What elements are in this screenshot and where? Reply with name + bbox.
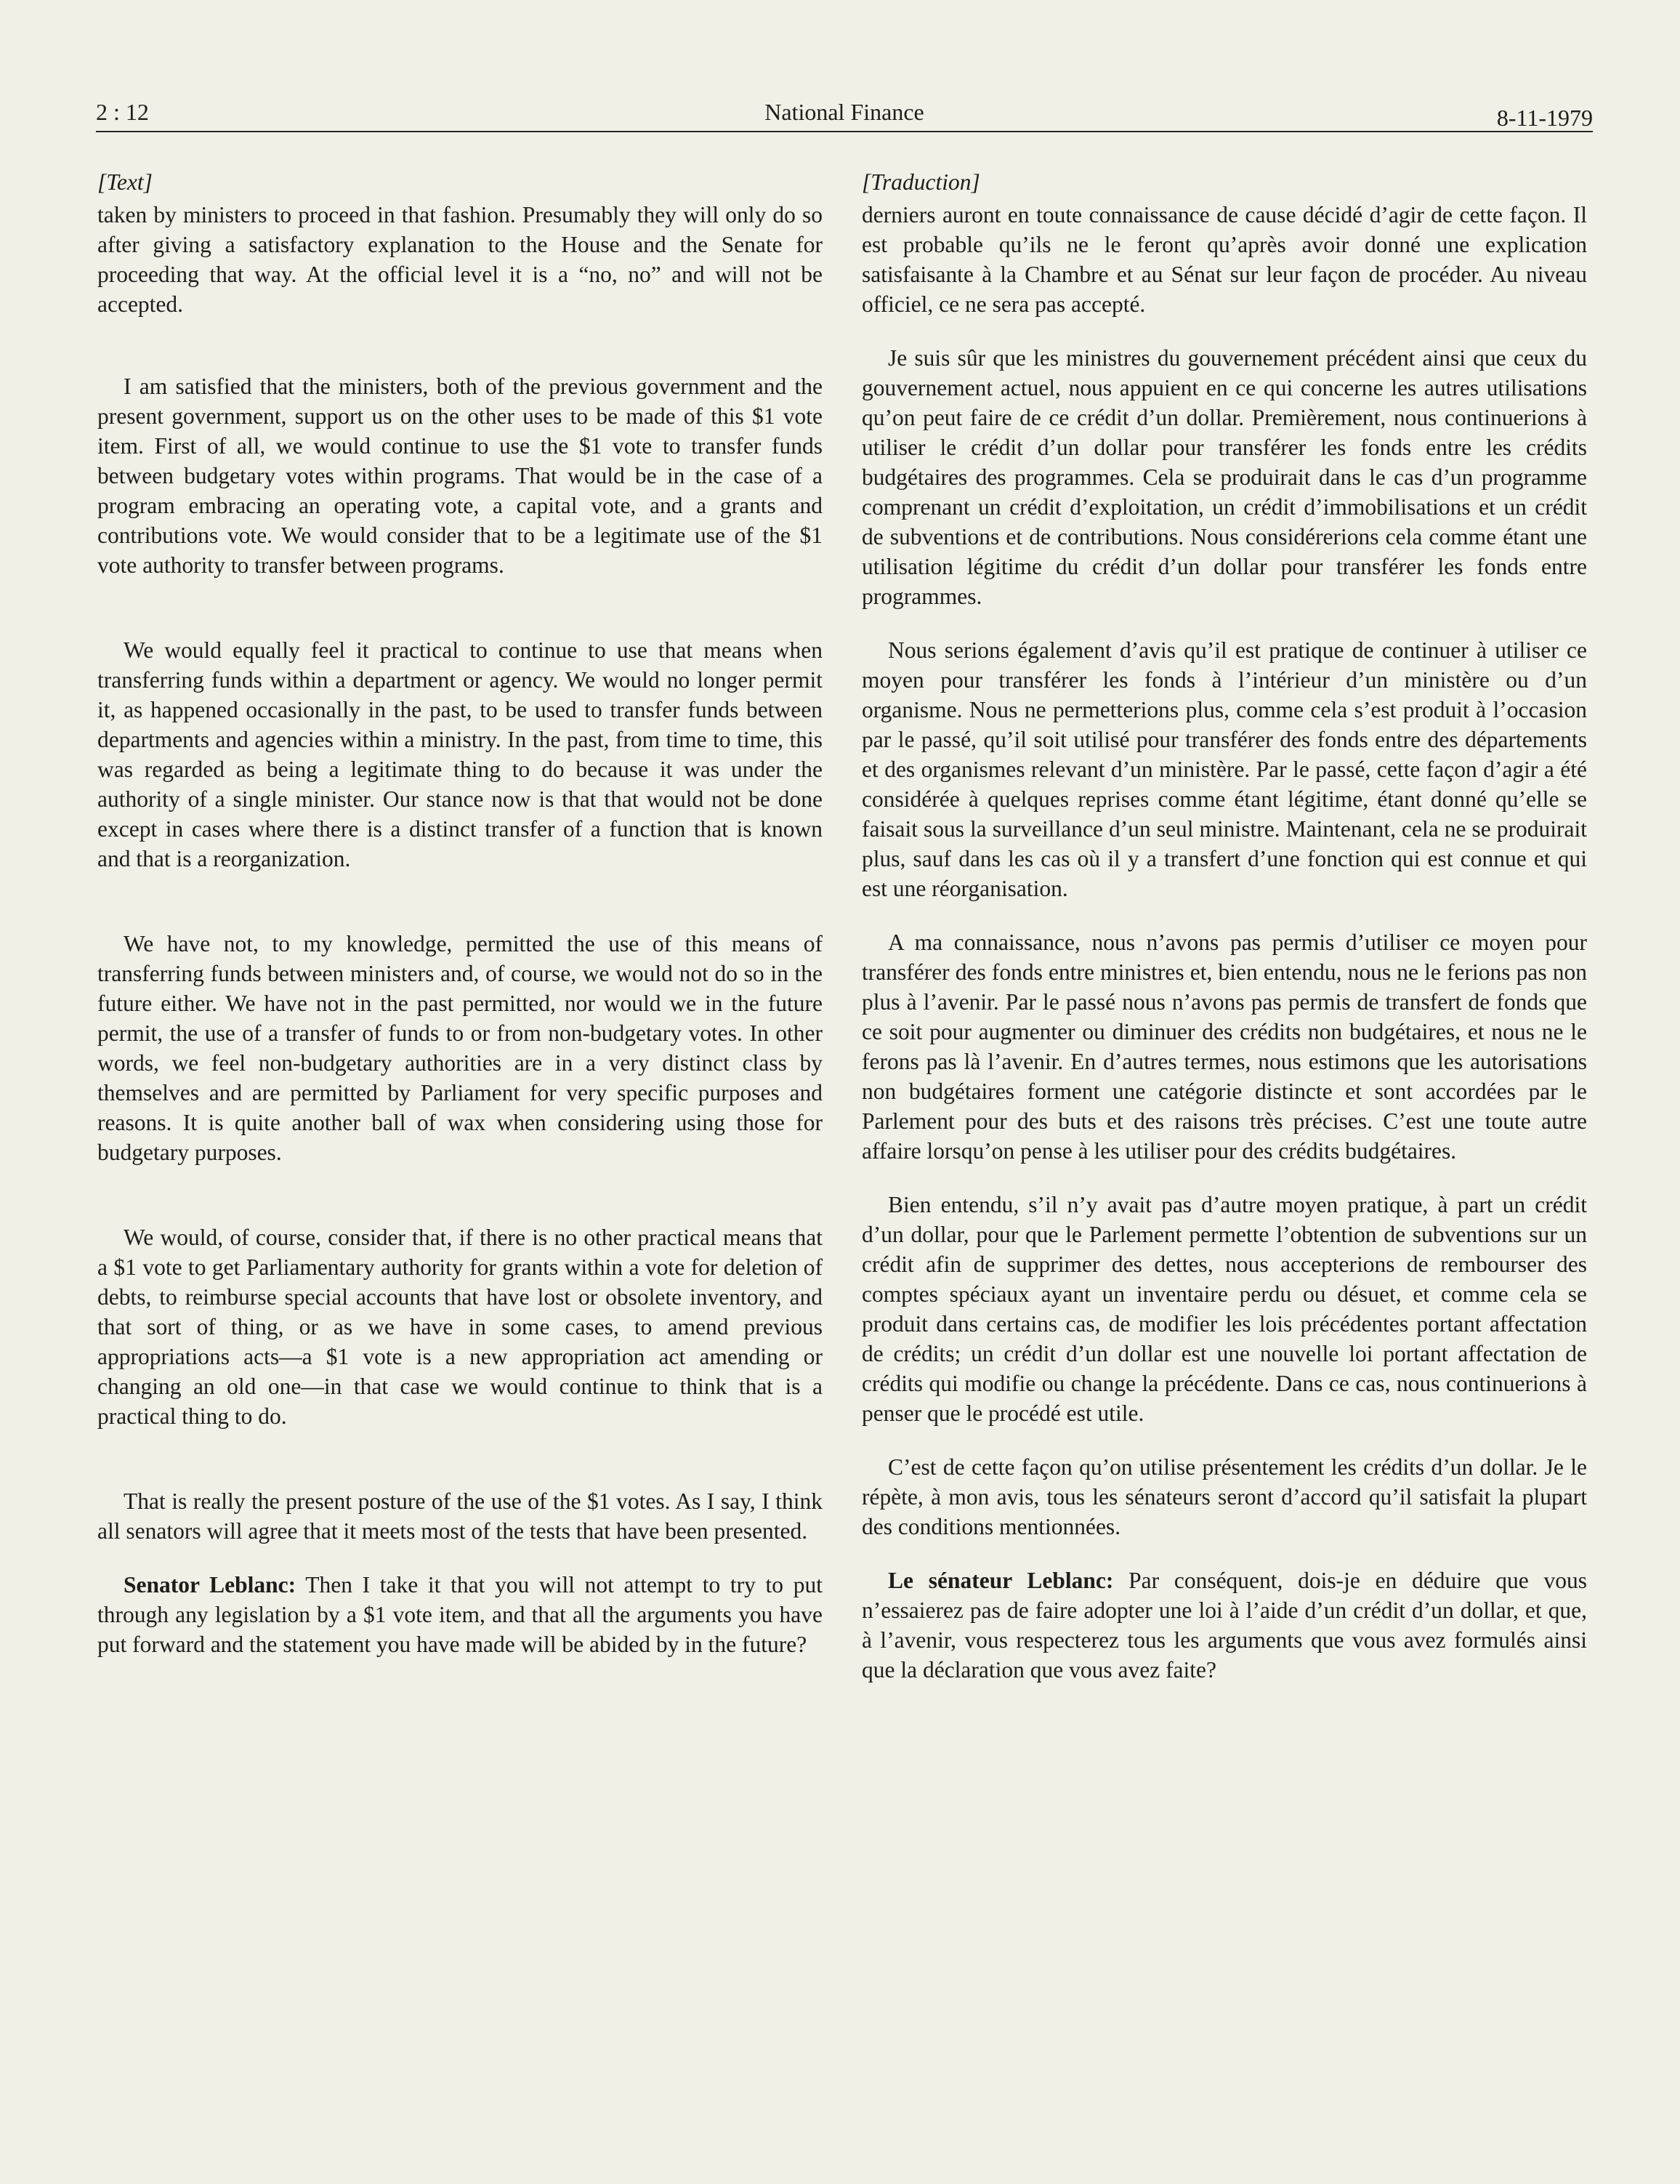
speaker-paragraph (862, 1566, 1587, 1685)
issue-date: 8-11-1979 (1496, 105, 1593, 131)
paragraph: I am satisfied that the ministers, both of the previous government and the present government, support us on the other uses to be made of this $1 vote item. First of all, we would continue to use the $1 vote to transfer funds between budgetary votes within programs. That would be in the case of a program embracing an operating vote, a capital vote, and a grants and contributions vote. We would consider that to be a legitimate use of the $1 vote authority to transfer between programs. (97, 374, 823, 578)
paragraph: Bien entendu, s’il n’y avait pas d’autre moyen pratique, à part un crédit d’un dollar, pour que le Parlement permette l’obtention de subventions sur un crédit afin de supprimer des dettes, nous accepterions de rembourser des comptes spéciaux ayant un inventaire perdu ou désuet, et comme cela se produit dans certains cas, de modifier les lois précédentes portant affectation de crédits; un crédit d’un dollar est une nouvelle loi portant affectation de crédits qui modifie ou change la précédente. Dans ce cas, nous continuerions à penser que le procédé est utile. (862, 1192, 1587, 1426)
french-column (862, 167, 1587, 1685)
paragraph: We have not, to my knowledge, permitted the use of this means of transferring funds between ministers and, of course, we would not do so in the future either. We have not in the past permitted, nor would we in the future permit, the use of a transfer of funds to or from non-budgetary votes. In other words, we feel non-budgetary authorities are in a very distinct class by themselves and are permitted by Parliament for very specific purposes and reasons. It is quite another ball of wax when considering using those for budgetary purposes. (97, 931, 823, 1165)
paragraph: Nous serions également d’avis qu’il est pratique de continuer à utiliser ce moyen pour transférer les fonds à l’intérieur d’un ministère ou d’un organisme. Nous ne permetterions plus, comme cela s’est produit à l’occasion par le passé, qu’il soit utilisé pour transférer des fonds entre des départements et des organismes relevant d’un ministère. Par le passé, cette façon d’agir a été considérée à quelques reprises comme étant légitime, étant donné qu’elle se faisait sous la surveillance d’un seul ministre. Maintenant, cela ne se produirait plus, sauf dans les cas où il y a transfert d’une fonction qui est connue et qui est une réorganisation. (862, 637, 1587, 901)
paragraph: C’est de cette façon qu’on utilise présentement les crédits d’un dollar. Je le répète, à mon avis, tous les sénateurs seront d’accord qu’il satisfait la plupart des conditions mentionnées. (862, 1454, 1587, 1539)
header-rule (96, 131, 1593, 132)
speaker-text: Par conséquent, dois-je en déduire que vous n’essaierez pas de faire adopter une loi à l’aide d’un crédit d’un dollar, et que, à l’avenir, vous respecterez tous les arguments que vous avez formulés ainsi que la déclaration que vous avez faite? (862, 1568, 1587, 1683)
paragraph: Je suis sûr que les ministres du gouvernement précédent ainsi que ceux du gouvernement actuel, nous appuient en ce qui concerne les autres utilisations qu’on peut faire de ce crédit d’un dollar. Premièrement, nous continuerions à utiliser le crédit d’un dollar pour transférer les fonds entre les crédits budgétaires des programmes. Cela se produirait dans le cas d’un programme comprenant un crédit d’exploitation, un crédit d’immobilisations et un crédit de subventions et de contributions. Nous considérerions cela comme étant une utilisation légitime du crédit d’un dollar pour transférer les fonds entre programmes. (862, 345, 1587, 609)
paragraph: That is really the present posture of the use of the $1 votes. As I say, I think all senators will agree that it meets most of the tests that have been presented. (97, 1488, 823, 1544)
speaker-name: Le sénateur Leblanc: (888, 1568, 1114, 1593)
page-number: 2 : 12 (96, 99, 149, 125)
paragraph: We would equally feel it practical to continue to use that means when transferring funds within a department or agency. We would no longer permit it, as happened occasionally in the past, to be used to transfer funds between departments and agencies within a ministry. In the past, from time to time, this was regarded as being a legitimate thing to do because it was under the authority of a single minister. Our stance now is that that would not be done except in cases where there is a distinct transfer of a function that is known and that is a reorganization. (97, 637, 823, 871)
running-head (96, 93, 1593, 131)
paragraph: We would, of course, consider that, if there is no other practical means that a $1 vote to get Parliamentary authority for grants within a vote for deletion of debts, to reimburse special accounts that have lost or obsolete inventory, and that sort of thing, or as we have in some cases, to amend previous appropriations acts—a $1 vote is a new appropriation act amending or changing an old one—in that case we would continue to think that is a practical thing to do. (97, 1225, 823, 1429)
speaker-paragraph (97, 1570, 823, 1659)
speaker-text: Then I take it that you will not attempt to try to put through any legislation by a $1 vote item, and that all the arguments you have put forward and the statement you have made will be abided by in the future? (97, 1572, 823, 1657)
column-label-text: [Text] (97, 169, 153, 195)
page-title: National Finance (764, 99, 924, 125)
speaker-name: Senator Leblanc: (124, 1572, 296, 1597)
paragraph: taken by ministers to proceed in that fashion. Presumably they will only do so after giving a satisfactory explanation to the House and the Senate for proceeding that way. At the official level it is a “no, no” and will not be accepted. (97, 202, 823, 317)
paragraph: derniers auront en toute connaissance de cause décidé d’agir de cette façon. Il est probable qu’ils ne le feront qu’après avoir donné une explication satisfaisante à la Chambre et au Sénat sur leur façon de procéder. Au niveau officiel, ce ne sera pas accepté. (862, 202, 1587, 317)
paragraph: A ma connaissance, nous n’avons pas permis d’utiliser ce moyen pour transférer des fonds entre ministres et, bien entendu, nous ne le ferions pas non plus à l’avenir. Par le passé nous n’avons pas permis de transfert de fonds que ce soit pour augmenter ou diminuer des crédits non budgétaires, et nous ne le ferons pas là l’avenir. En d’autres termes, nous estimons que les autorisations non budgétaires forment une catégorie distincte et sont accordées par le Parlement pour des buts et des raisons très précises. C’est une toute autre affaire lorsqu’on pense à les utiliser pour des crédits budgétaires. (862, 930, 1587, 1164)
column-label-traduction: [Traduction] (862, 169, 980, 195)
english-column (97, 167, 823, 1659)
